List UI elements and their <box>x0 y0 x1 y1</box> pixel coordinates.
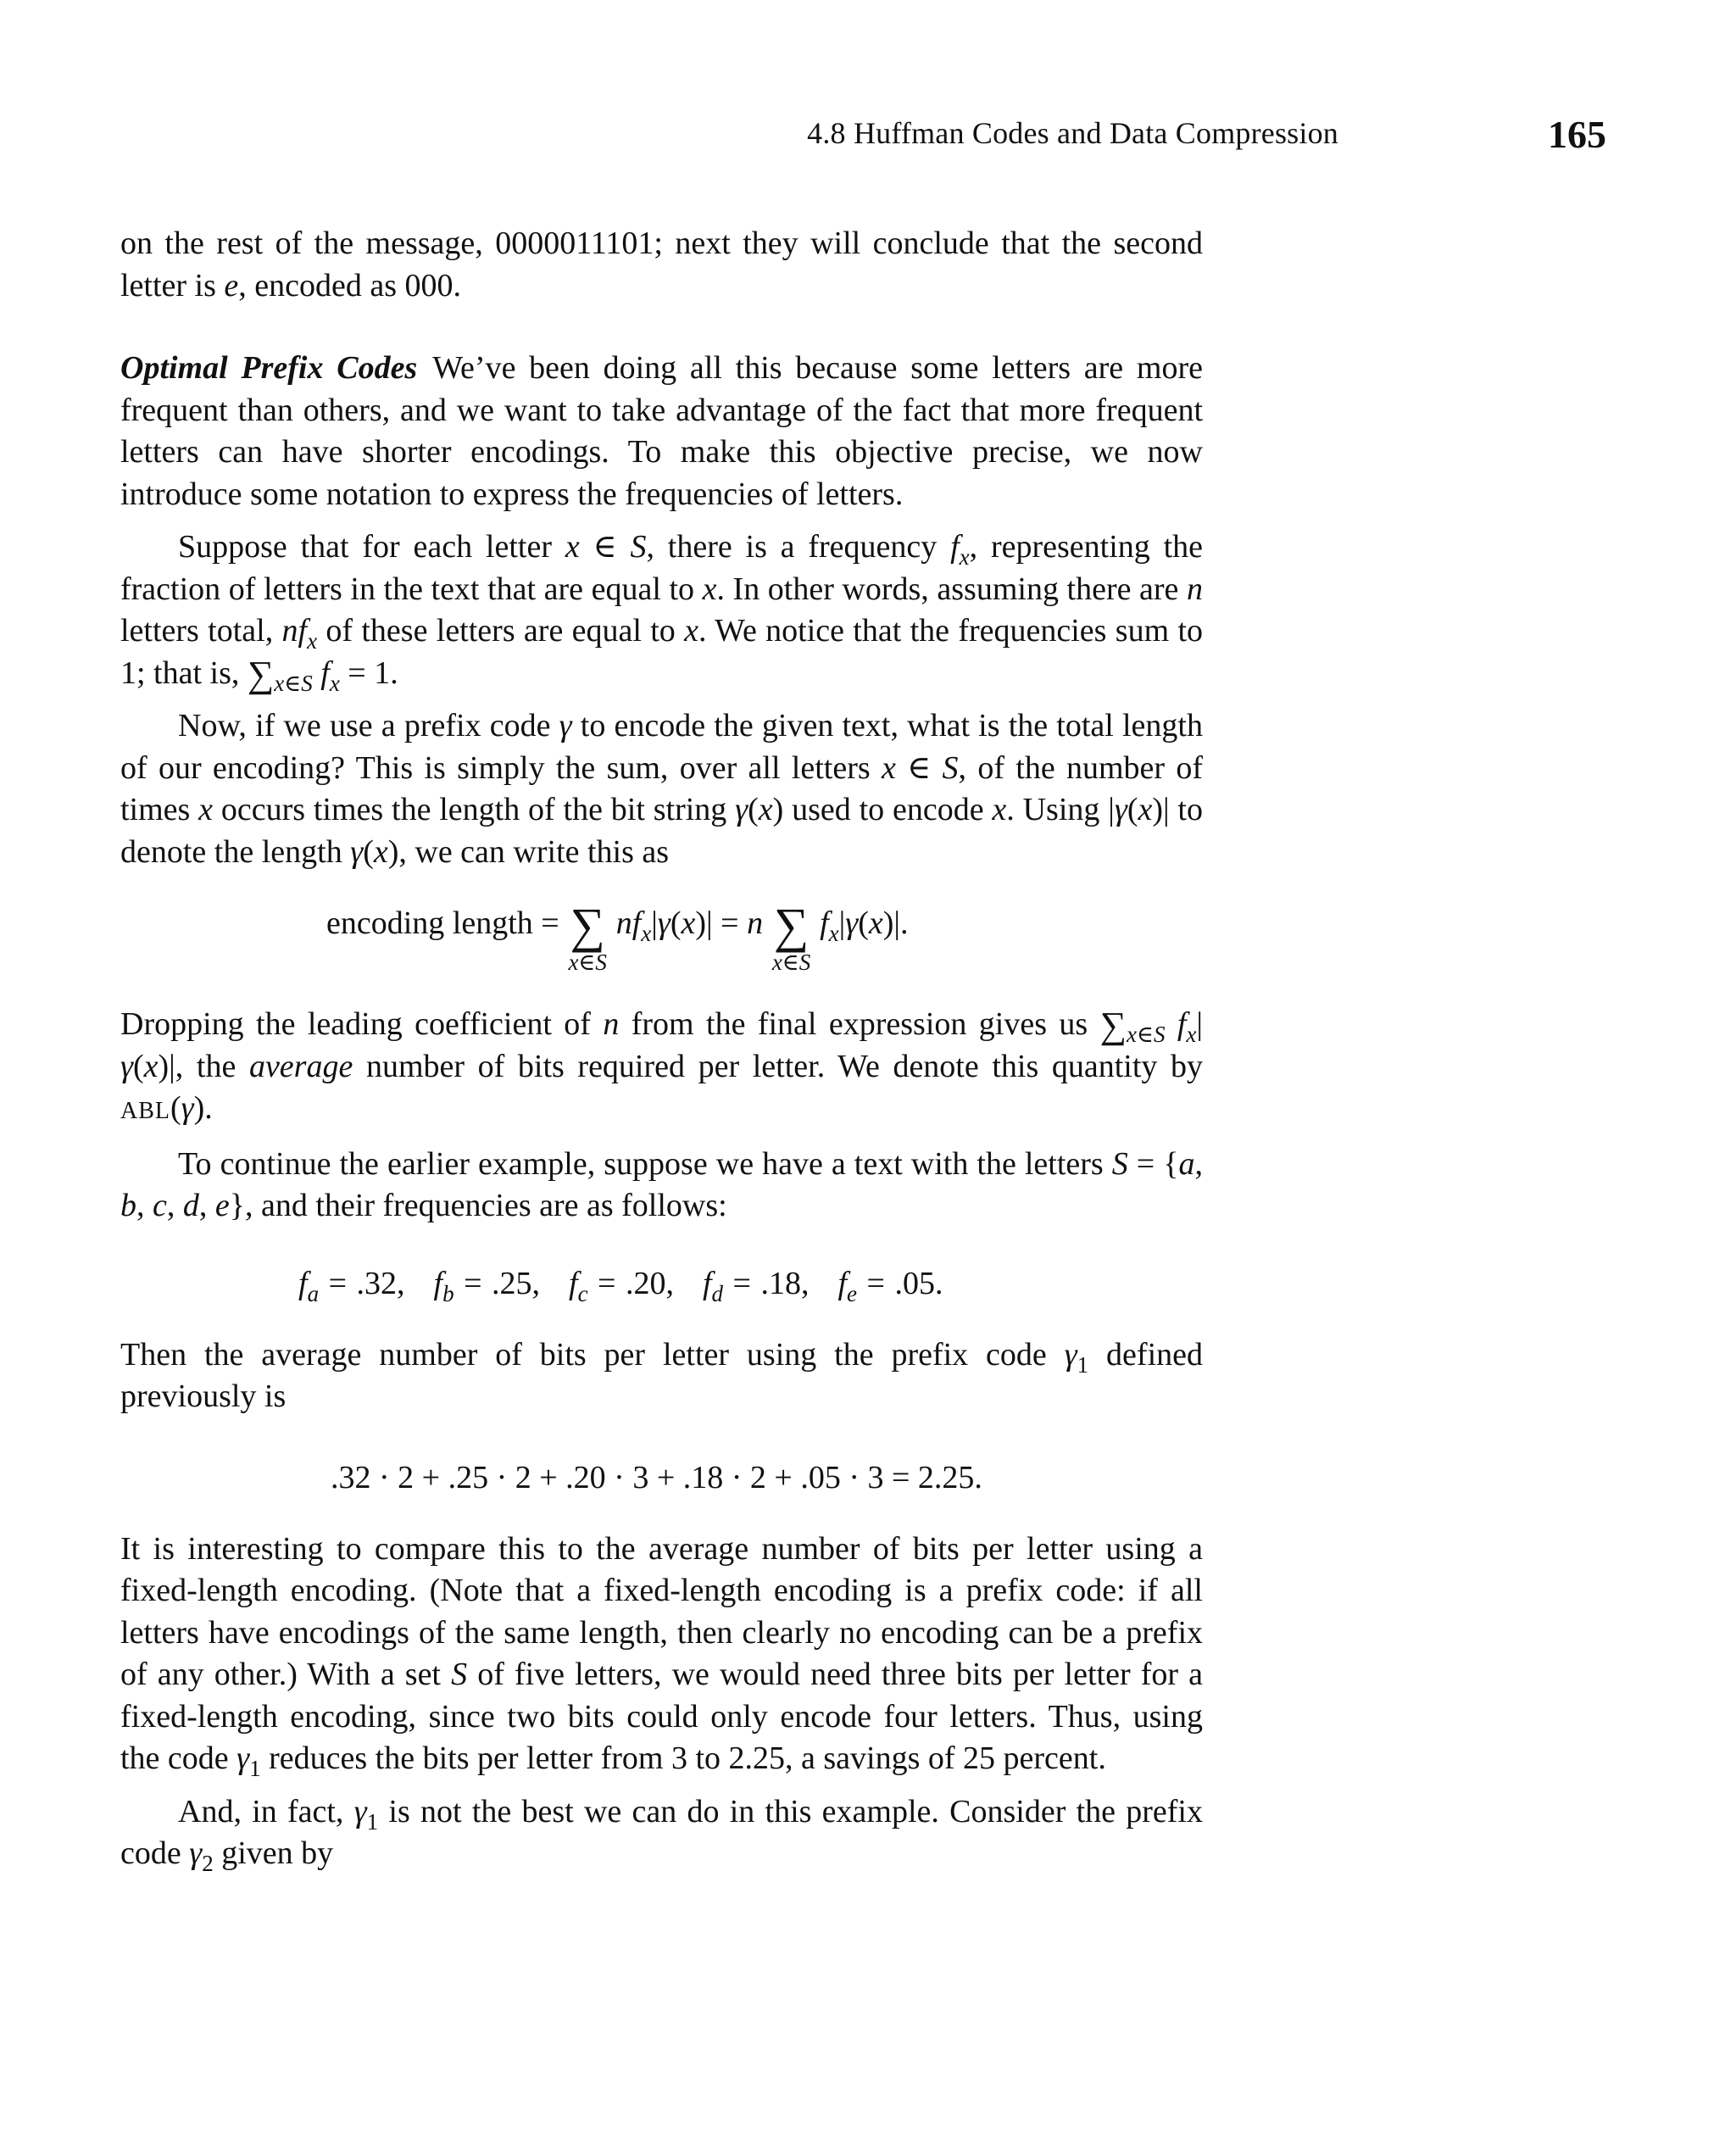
paragraph-abl: Dropping the leading coefficient of n from the final expression gives us $\sum_{x\in S}$ $f_x|\gamma(x)|$, the average number of bits required per letter. We denote this quantity by ABL(γ). <box>120 1005 1204 1126</box>
equation-frequencies: $f_a = .32$, $f_b = .25$, $f_c = .20$, $f_d = .18$, $f_e = .05$. <box>298 1265 943 1306</box>
paragraph-average-bits: Then the average number of bits per letter using the prefix code $\gamma_1$ defined previously is <box>120 1336 1203 1414</box>
paragraph-fixed-length: It is interesting to compare this to the average number of bits per letter using a fixed-length encoding. (Note that a fixed-length encoding is a prefix code: if all letters have encodings of the same length, then clearly no encoding can be a prefix of any other.) With a set S of five letters, we would need three bits per letter for a fixed-length encoding, since two bits could only encode four letters. Thus, using the code $\gamma_1$ reduces the bits per letter from 3 to 2.25, a savings of 25 percent. <box>120 1530 1203 1781</box>
equation-average-bits: .32 · 2 + .25 · 2 + .20 · 3 + .18 · 2 + .05 · 3 = 2.25. <box>331 1459 982 1495</box>
body-text <box>120 223 1203 1875</box>
section-title: Optimal Prefix Codes <box>120 350 418 386</box>
equation-encoding-length: encoding length = ∑ x∈S $nf_x|\gamma(x)| = n$ ∑ x∈S $f_x|\gamma(x)|$. <box>326 898 909 975</box>
page-header <box>120 115 1606 163</box>
paragraph-example: To continue the earlier example, suppose we have a text with the letters S = {a, b, c, d, e}, and their frequencies are as follows: <box>120 1145 1203 1223</box>
paragraph-encoding-length: Now, if we use a prefix code γ to encode the given text, what is the total length of our encoding? This is simply the sum, over all letters x ∈ S, of the number of times x occurs times the length of the bit string γ(x) used to encode x. Using |γ(x)| to denote the length γ(x), we can write this as <box>120 708 1203 870</box>
paragraph-frequencies: Suppose that for each letter x ∈ S, there is a frequency $f_x$, representing the fraction of letters in the text that are equal to x. In other words, assuming there are n letters total, $nf_x$ of these letters are equal to x. We notice that the frequencies sum to 1; that is, $\sum_{x\in S}$ $f_x = 1$. <box>120 529 1203 696</box>
running-head: 4.8 Huffman Codes and Data Compression <box>807 116 1338 150</box>
section-intro: We’ve been doing all this because some letters are more frequent than others, and we want to take advantage of the fact that more frequent letters can have shorter encodings. To make this objective precise, we now introduce some notation to express the frequencies of letters. <box>120 350 1203 512</box>
paragraph-continuation: on the rest of the message, 0000011101; next they will conclude that the second letter is e, encoded as 000. <box>120 226 1203 304</box>
paragraph-optimal-prefix-codes <box>120 348 1203 515</box>
paragraph-gamma2: And, in fact, $\gamma_1$ is not the best we can do in this example. Consider the prefix code $\gamma_2$ given by <box>120 1793 1203 1876</box>
page-number: 165 <box>1548 113 1606 156</box>
